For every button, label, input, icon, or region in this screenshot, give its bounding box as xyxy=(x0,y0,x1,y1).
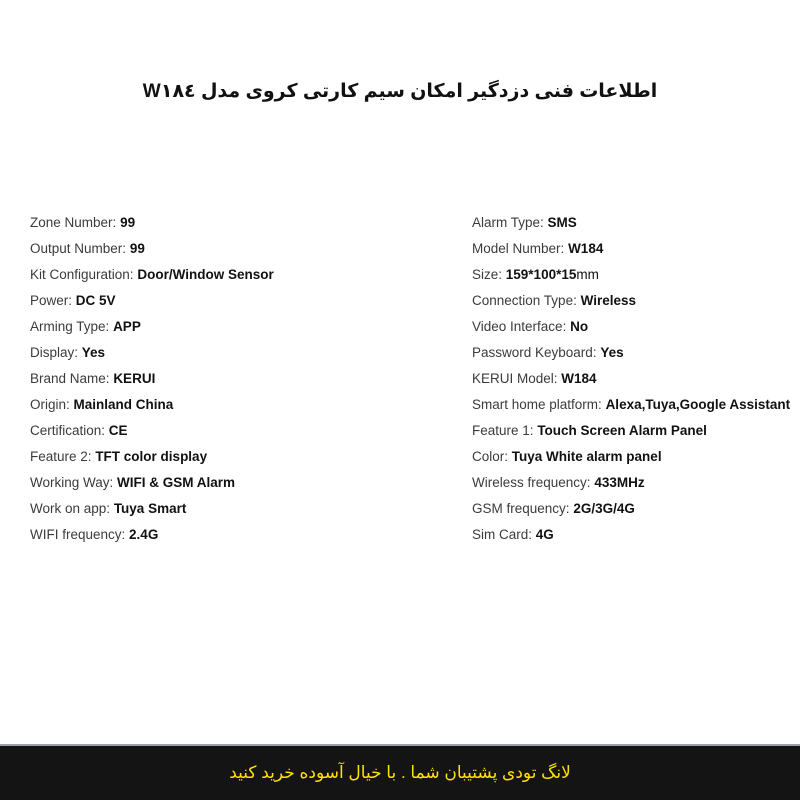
spec-label: Connection Type: xyxy=(472,293,577,308)
spec-value: 2G/3G/4G xyxy=(573,501,635,516)
spec-value: W184 xyxy=(568,241,604,256)
spec-value: TFT color display xyxy=(95,449,208,464)
spec-row xyxy=(30,212,450,238)
spec-label: Size: xyxy=(472,267,503,282)
spec-value: DC 5V xyxy=(75,293,116,308)
spec-row xyxy=(30,238,450,264)
spec-label: Alarm Type: xyxy=(472,215,544,230)
spec-label: GSM frequency: xyxy=(472,501,570,516)
spec-label: Wireless frequency: xyxy=(472,475,591,490)
spec-label: Password Keyboard: xyxy=(472,345,597,360)
spec-label: Kit Configuration: xyxy=(30,267,134,282)
footer-message: لانگ تودی پشتیبان شما . با خیال آسوده خرید کنید xyxy=(229,763,571,782)
spec-label: Feature 1: xyxy=(472,423,534,438)
spec-label: Brand Name: xyxy=(30,371,110,386)
spec-row xyxy=(30,394,450,420)
spec-row xyxy=(30,524,450,550)
spec-row xyxy=(472,290,792,316)
spec-row xyxy=(472,472,792,498)
spec-row xyxy=(30,446,450,472)
spec-value: KERUI xyxy=(113,371,156,386)
spec-value: Door/Window Sensor xyxy=(137,267,274,282)
spec-value: CE xyxy=(108,423,128,438)
spec-label: Output Number: xyxy=(30,241,127,256)
spec-label: Zone Number: xyxy=(30,215,117,230)
spec-row xyxy=(30,368,450,394)
spec-row xyxy=(472,342,792,368)
spec-column-left xyxy=(30,212,450,550)
spec-value: WIFI & GSM Alarm xyxy=(117,475,236,490)
spec-value: APP xyxy=(113,319,141,334)
spec-row xyxy=(30,342,450,368)
spec-value: Mainland China xyxy=(73,397,174,412)
footer-bar xyxy=(0,746,800,800)
spec-value: Touch Screen Alarm Panel xyxy=(537,423,707,438)
spec-value: SMS xyxy=(547,215,577,230)
spec-label: Working Way: xyxy=(30,475,114,490)
spec-label: Sim Card: xyxy=(472,527,533,542)
spec-label: Power: xyxy=(30,293,73,308)
spec-row xyxy=(30,264,450,290)
spec-value: Tuya Smart xyxy=(113,501,187,516)
spec-row xyxy=(30,316,450,342)
spec-label: Video Interface: xyxy=(472,319,567,334)
spec-value: 159*100*15 xyxy=(505,267,577,282)
spec-row xyxy=(30,498,450,524)
spec-row xyxy=(472,446,792,472)
spec-row xyxy=(30,472,450,498)
spec-value: Yes xyxy=(81,345,106,360)
spec-value: Tuya White alarm panel xyxy=(511,449,662,464)
spec-value: 2.4G xyxy=(129,527,159,542)
specifications-table xyxy=(0,212,800,562)
spec-row xyxy=(472,394,792,420)
spec-row xyxy=(472,420,792,446)
spec-value: Alexa,Tuya,Google Assistant xyxy=(605,397,791,412)
spec-row xyxy=(472,238,792,264)
spec-row xyxy=(472,264,792,290)
spec-label: WIFI frequency: xyxy=(30,527,126,542)
spec-label: Work on app: xyxy=(30,501,111,516)
spec-row xyxy=(30,420,450,446)
spec-label: Model Number: xyxy=(472,241,565,256)
spec-label: Display: xyxy=(30,345,79,360)
spec-label: Origin: xyxy=(30,397,70,412)
spec-value: Yes xyxy=(600,345,624,360)
spec-label: Smart home platform: xyxy=(472,397,602,412)
spec-value: 99 xyxy=(120,215,136,230)
spec-value: 99 xyxy=(129,241,145,256)
spec-label: Feature 2: xyxy=(30,449,92,464)
spec-label: Certification: xyxy=(30,423,106,438)
page-title: اطلاعات فنی دزدگیر امکان سیم کارتی کروی مدل W١٨٤ xyxy=(142,81,658,102)
spec-row xyxy=(30,290,450,316)
spec-label: KERUI Model: xyxy=(472,371,558,386)
spec-row xyxy=(472,524,792,550)
spec-value: No xyxy=(570,319,589,334)
spec-value: Wireless xyxy=(580,293,637,308)
spec-value: 433MHz xyxy=(594,475,645,490)
spec-column-right xyxy=(472,212,792,550)
spec-row xyxy=(472,212,792,238)
spec-row xyxy=(472,368,792,394)
spec-value: 4G xyxy=(535,527,554,542)
spec-row xyxy=(472,498,792,524)
spec-value-suffix: mm xyxy=(576,267,599,282)
spec-row xyxy=(472,316,792,342)
spec-value: W184 xyxy=(561,371,597,386)
spec-label: Arming Type: xyxy=(30,319,110,334)
spec-label: Color: xyxy=(472,449,509,464)
